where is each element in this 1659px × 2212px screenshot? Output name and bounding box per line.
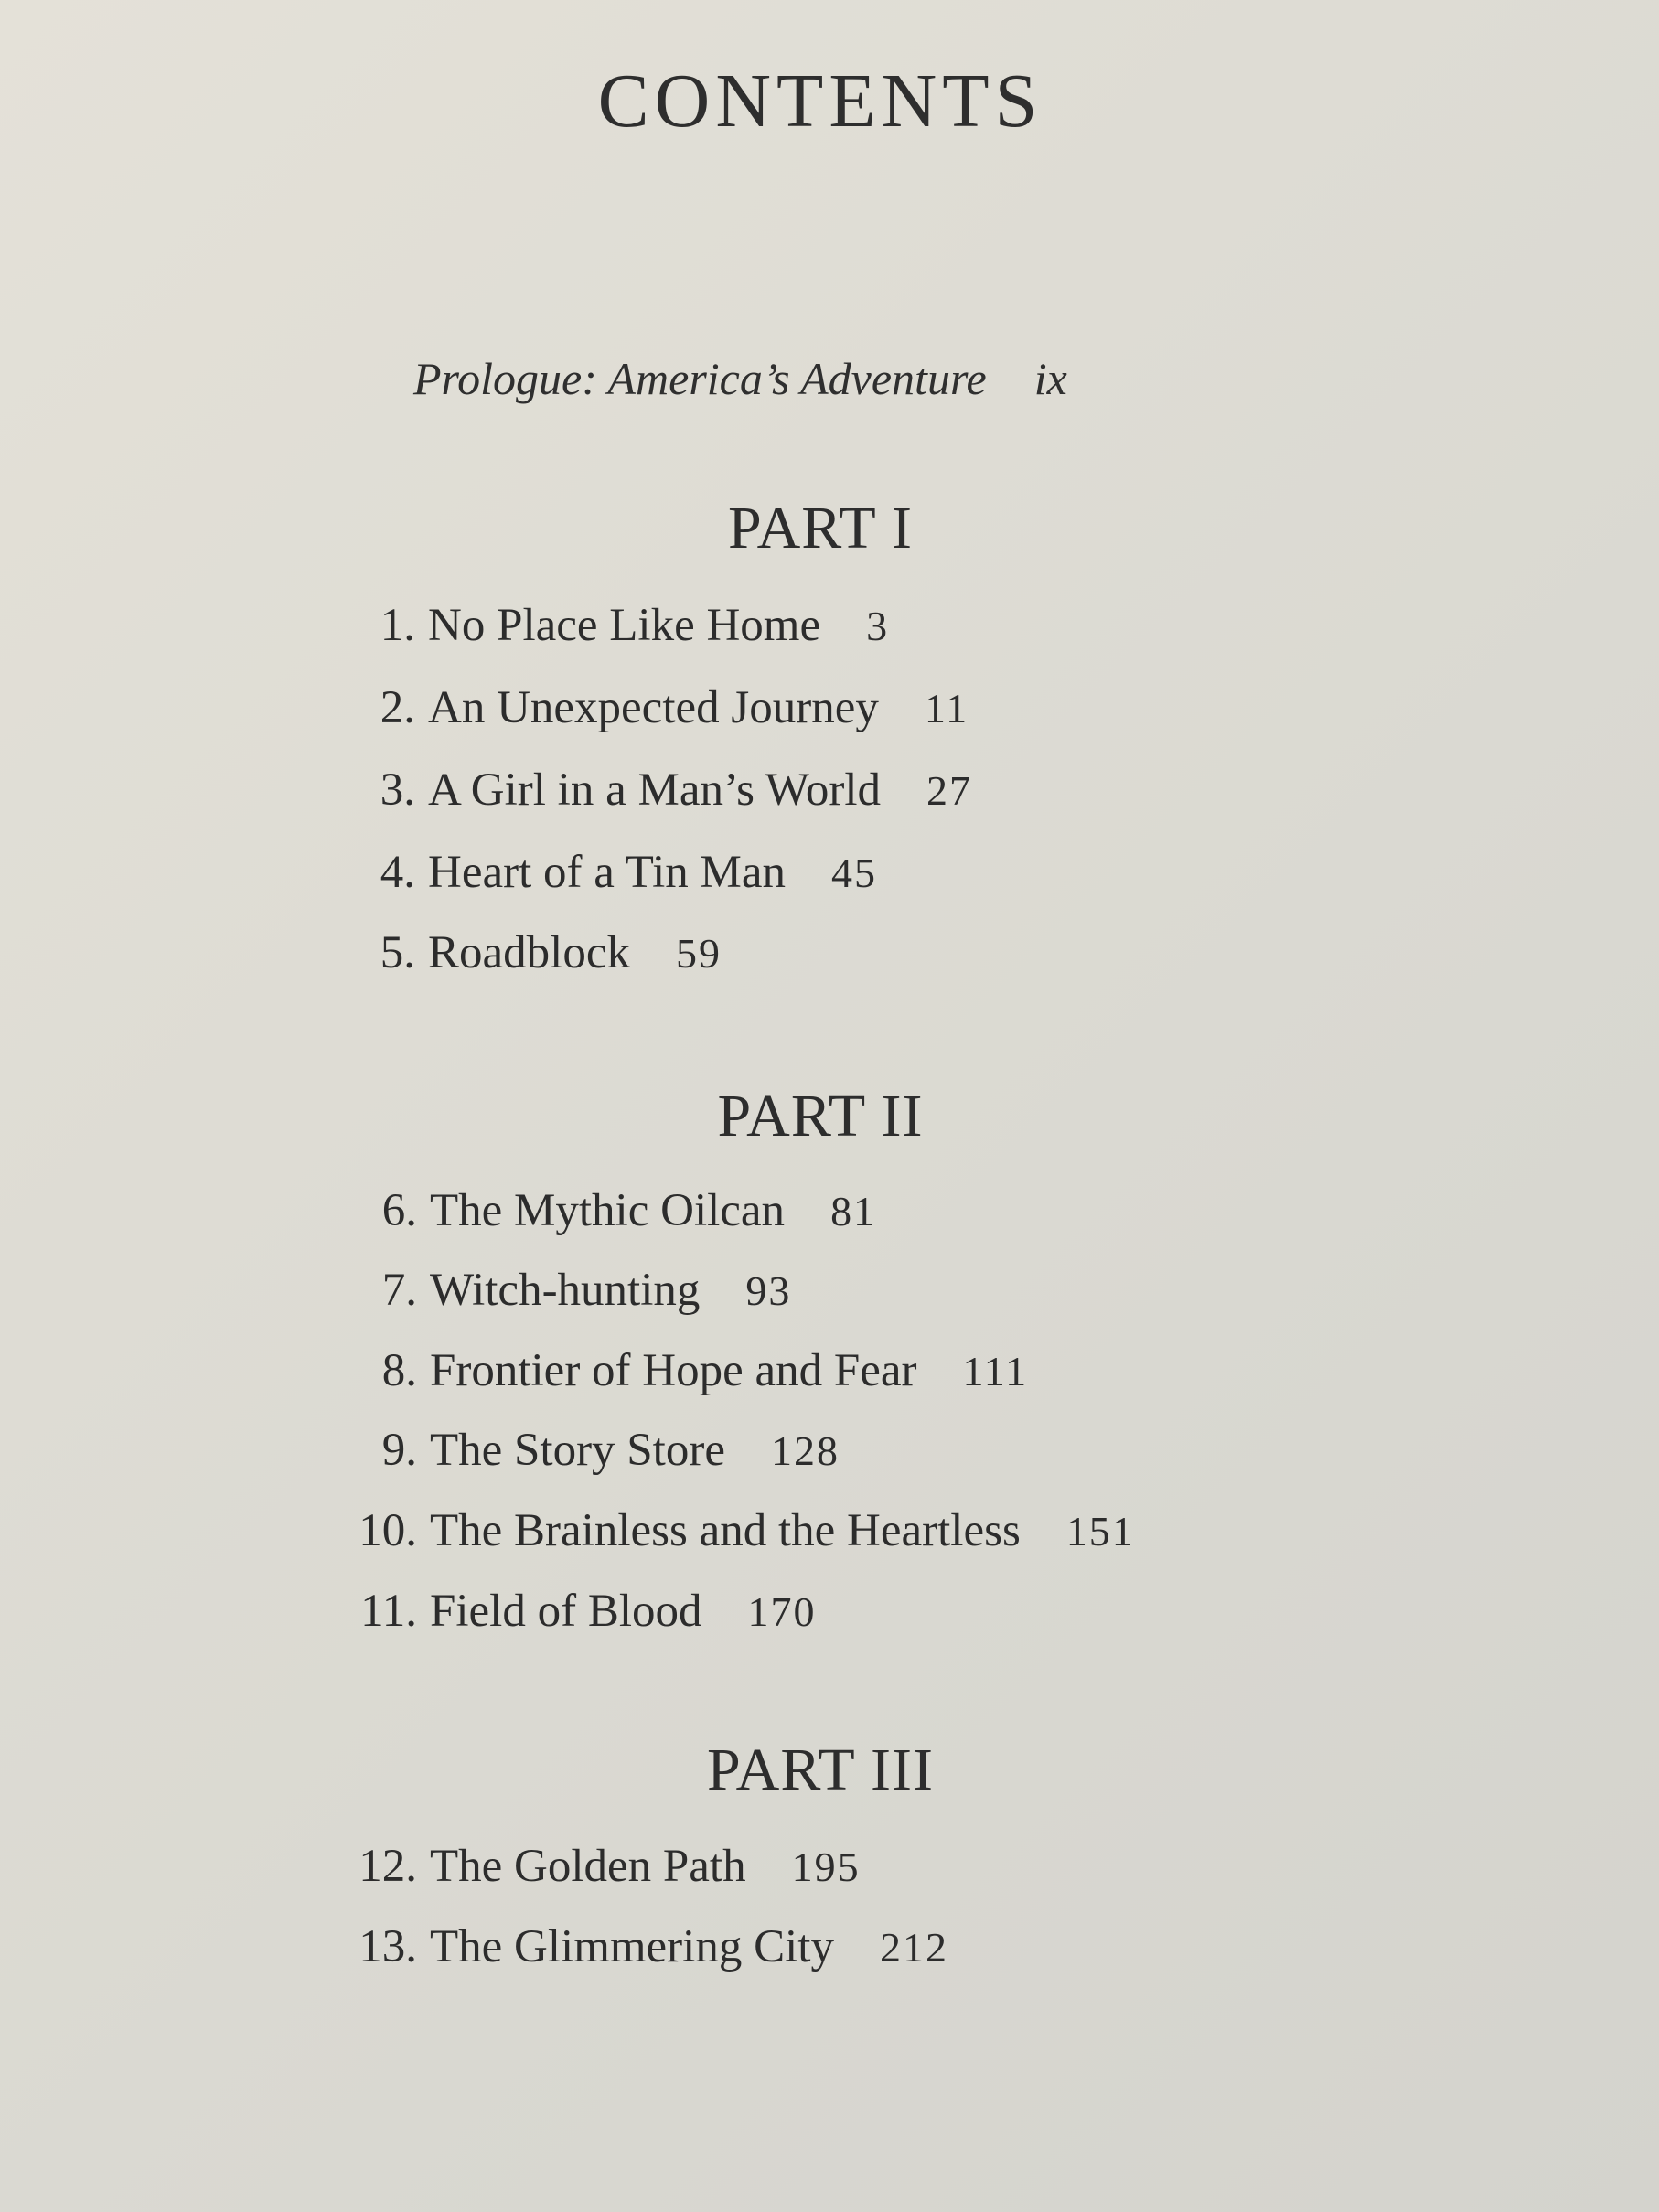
toc-entry	[340, 1424, 840, 1477]
chapter-title: Witch-hunting	[430, 1265, 701, 1316]
chapter-number: 5.	[380, 927, 415, 978]
chapter-page: 59	[675, 930, 722, 977]
contents-title: CONTENTS	[597, 59, 1044, 144]
chapter-page: 81	[830, 1188, 877, 1234]
chapter-number: 2.	[380, 682, 415, 733]
chapter-number: 7.	[381, 1265, 417, 1316]
prologue-title: Prologue: America’s Adventure	[413, 353, 987, 404]
part-heading-3: PART III	[707, 1736, 934, 1803]
chapter-title: The Glimmering City	[430, 1921, 834, 1972]
toc-entry	[338, 764, 972, 817]
toc-entry	[338, 846, 877, 899]
toc-entry	[340, 1840, 861, 1893]
chapter-title: The Brainless and the Heartless	[430, 1505, 1021, 1556]
chapter-title: Heart of a Tin Man	[428, 847, 786, 898]
chapter-title: An Unexpected Journey	[428, 682, 879, 733]
chapter-title: No Place Like Home	[428, 600, 821, 651]
chapter-number: 9.	[381, 1425, 417, 1476]
prologue-page: ix	[1033, 353, 1067, 404]
prologue-entry	[413, 352, 1067, 405]
chapter-number: 8.	[381, 1345, 417, 1396]
chapter-title: Field of Blood	[430, 1586, 702, 1637]
chapter-number: 10.	[359, 1505, 417, 1556]
chapter-page: 3	[866, 603, 890, 649]
chapter-page: 45	[830, 850, 877, 896]
chapter-title: The Story Store	[430, 1425, 725, 1476]
toc-entry	[340, 1184, 876, 1237]
chapter-page: 27	[926, 767, 973, 814]
toc-entry	[338, 599, 889, 652]
chapter-page: 93	[745, 1267, 792, 1314]
part-heading-1: PART I	[728, 495, 913, 561]
chapter-number: 1.	[380, 600, 415, 651]
chapter-page: 11	[924, 685, 969, 732]
chapter-title: Frontier of Hope and Fear	[430, 1345, 917, 1396]
toc-entry	[340, 1504, 1135, 1557]
chapter-number: 6.	[381, 1185, 417, 1236]
toc-entry	[340, 1344, 1028, 1397]
chapter-number: 11.	[360, 1586, 417, 1637]
toc-entry	[340, 1264, 791, 1317]
chapter-number: 4.	[380, 847, 415, 898]
chapter-page: 111	[962, 1348, 1029, 1395]
chapter-title: The Mythic Oilcan	[430, 1185, 786, 1236]
chapter-title: The Golden Path	[430, 1841, 746, 1892]
toc-entry	[340, 1920, 948, 1973]
part-heading-2: PART II	[717, 1083, 924, 1149]
chapter-page: 151	[1065, 1508, 1135, 1555]
chapter-page: 170	[747, 1588, 817, 1635]
toc-entry	[338, 926, 722, 979]
chapter-title: A Girl in a Man’s World	[428, 764, 882, 816]
chapter-number: 3.	[380, 764, 415, 816]
chapter-page: 128	[770, 1427, 840, 1474]
toc-entry	[340, 1585, 817, 1638]
chapter-number: 12.	[359, 1841, 417, 1892]
chapter-page: 195	[791, 1843, 861, 1890]
toc-entry	[338, 681, 969, 734]
chapter-page: 212	[879, 1924, 948, 1971]
chapter-number: 13.	[359, 1921, 417, 1972]
chapter-title: Roadblock	[428, 927, 630, 978]
